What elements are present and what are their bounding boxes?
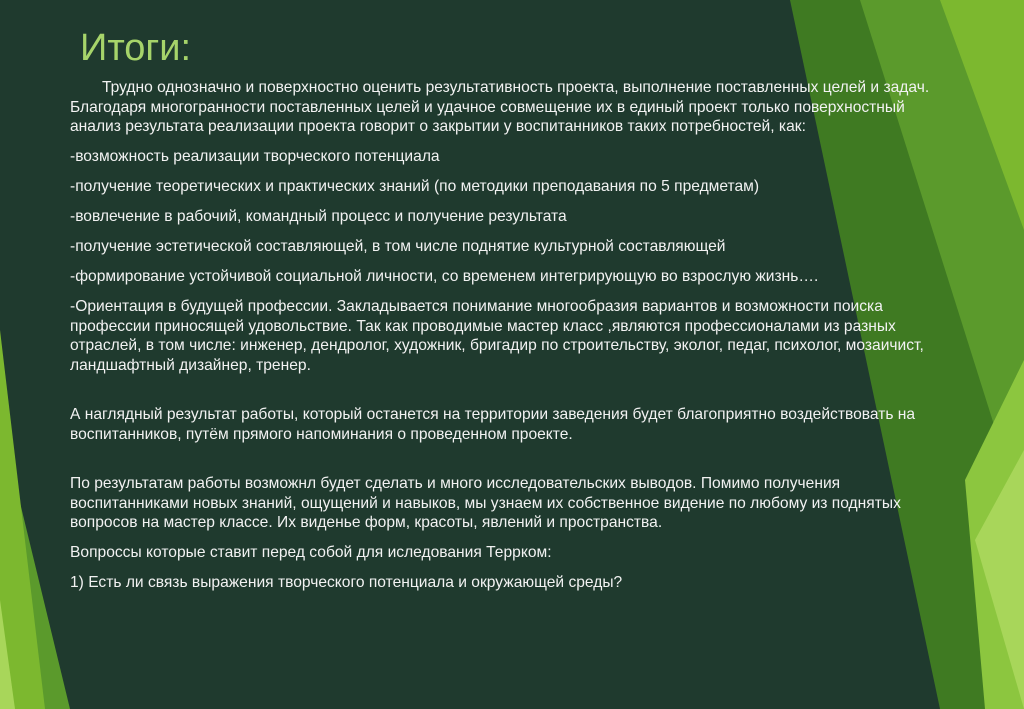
need-item: -вовлечение в рабочий, командный процесс и получение результата (70, 208, 567, 225)
intro-paragraph: Трудно однозначно и поверхностно оценить результативность проекта, выполнение поставленных целей и задач. Благодаря многогранности поставленных целей и удачное совмещение их в единый проект только поверхностный анализ результата реализации проекта говорит о закрытии у воспитанников таких потребностей, как: (70, 79, 930, 135)
need-item: -Ориентация в будущей профессии. Закладывается понимание многообразия вариантов и возможности поиска профессии приносящей удовольствие. Так как проводимые мастер класс ,являются профессионалами из разных отраслей, в том числе: инженер, дендролог, художник, бригадир по строительству, эколог, педаг, психолог, мозаичист, ландшафтный дизайнер, тренер. (70, 298, 924, 374)
questions-heading: Вопроссы которые ставит перед собой для иследования Террком: (70, 544, 552, 561)
slide-title: Итоги: (80, 27, 192, 69)
need-item: -возможность реализации творческого потенциала (70, 148, 440, 165)
visual-result-paragraph: А наглядный результат работы, который останется на территории заведения будет благоприятно воздействовать на воспитанников, путём прямого напоминания о проведенном проекте. (70, 406, 916, 443)
question-item: 1) Есть ли связь выражения творческого потенциала и окружающей среды? (70, 574, 623, 591)
need-item: -получение эстетической составляющей, в том числе поднятие культурной составляющей (70, 238, 726, 255)
conclusions-paragraph: По результатам работы возможнл будет сделать и много исследовательских выводов. Помимо получения воспитанниками новых знаний, ощущений и навыков, мы узнаем их собственное видение по любому из поднятых вопросов на мастер классе. Их виденье форм, красоты, явлений и пространства. (70, 475, 901, 531)
need-item: -формирование устойчивой социальной личности, со временем интегрирующую во взрослую жизнь…. (70, 268, 819, 285)
need-item: -получение теоретических и практических знаний (по методики преподавания по 5 предметам) (70, 178, 760, 195)
slide-body (70, 78, 960, 603)
